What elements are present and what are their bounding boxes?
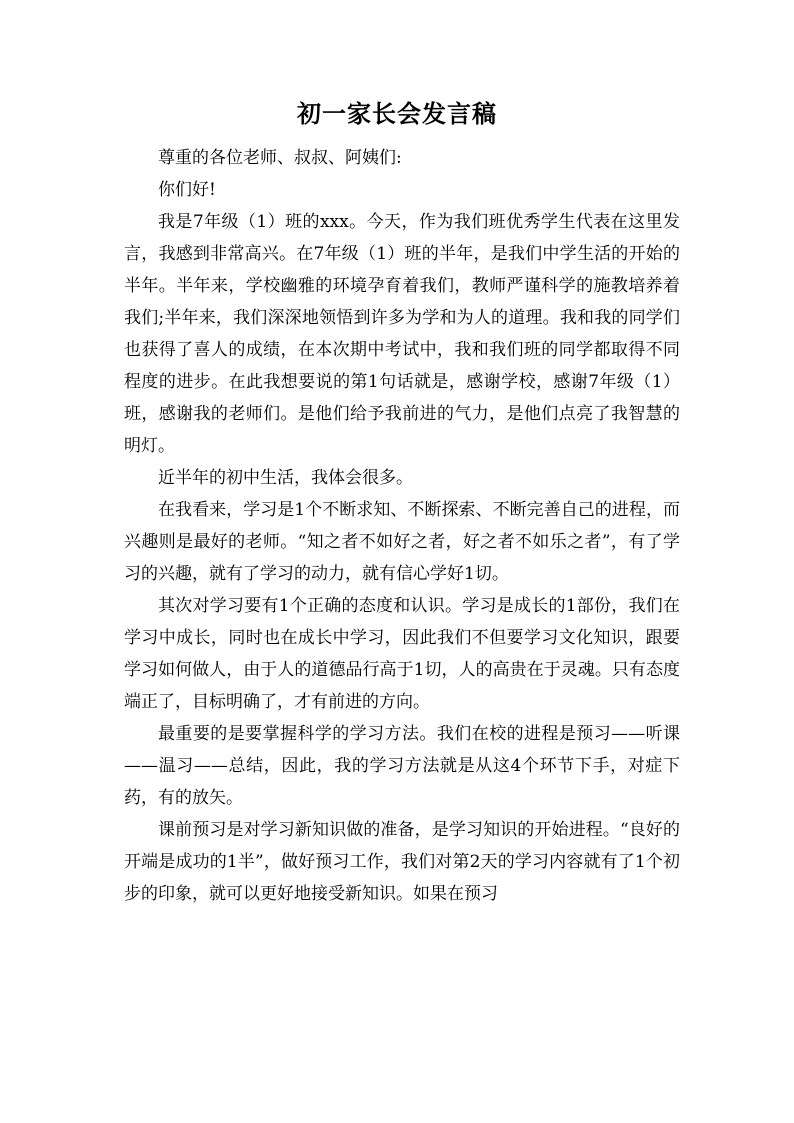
- body-paragraph: 课前预习是对学习新知识做的准备，是学习知识的开始进程。“良好的开端是成功的1半”，做好预习工作，我们对第2天的学习内容就有了1个初步的印象，就可以更好地接受新知识。如果在预习: [124, 820, 680, 904]
- document-title: 初一家长会发言稿: [297, 99, 497, 128]
- salutation-paragraph: 尊重的各位老师、叔叔、阿姨们:: [158, 148, 402, 168]
- body-paragraph: 我是7年级（1）班的xxx。今天，作为我们班优秀学生代表在这里发言，我感到非常高兴。在7年级（1）班的半年，是我们中学生活的开始的半年。半年来，学校幽雅的环境孕育着我们，教师严谨科学的施教培养着我们;半年来，我们深深地领悟到许多为学和为人的道理。我和我的同学们也获得了喜人的成绩，在本次期中考试中，我和我们班的同学都取得不同程度的进步。在此我想要说的第1句话就是，感谢学校，感谢7年级（1）班，感谢我的老师们。是他们给予我前进的气力，是他们点亮了我智慧的明灯。: [124, 212, 680, 456]
- body-paragraph: 最重要的是要掌握科学的学习方法。我们在校的进程是预习——听课——温习——总结，因此，我的学习方法就是从这4个环节下手，对症下药，有的放矢。: [124, 724, 680, 808]
- greeting-paragraph: 你们好!: [158, 180, 216, 200]
- body-paragraph: 其次对学习要有1个正确的态度和认识。学习是成长的1部份，我们在学习中成长，同时也在成长中学习，因此我们不但要学习文化知识，跟要学习如何做人，由于人的道德品行高于1切，人的高贵在于灵魂。只有态度端正了，目标明确了，才有前进的方向。: [124, 596, 680, 712]
- document-body: [124, 142, 680, 910]
- body-paragraph: 在我看来，学习是1个不断求知、不断探索、不断完善自己的进程，而兴趣则是最好的老师。“知之者不如好之者，好之者不如乐之者”，有了学习的兴趣，就有了学习的动力，就有信心学好1切。: [124, 500, 680, 584]
- body-paragraph: 近半年的初中生活，我体会很多。: [158, 468, 413, 488]
